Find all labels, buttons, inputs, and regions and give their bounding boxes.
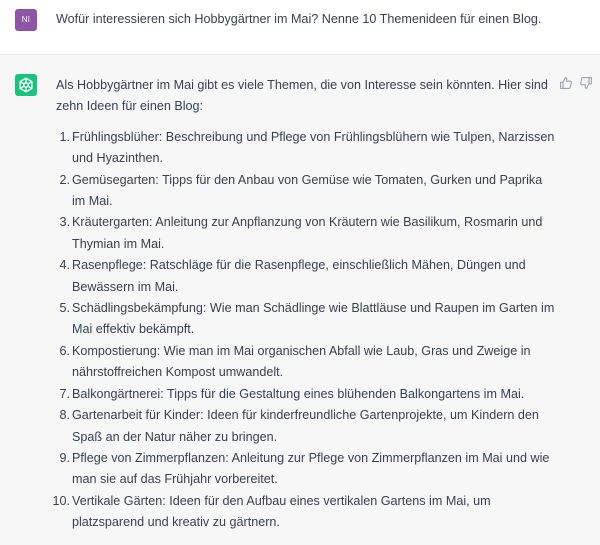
list-item-number: 1. [59, 129, 70, 144]
list-item-number: 6. [59, 343, 70, 358]
assistant-intro-text: Als Hobbygärtner im Mai gibt es viele Themen, die von Interesse sein könnten. Hier sind zehn Ideen für einen Blog: [56, 78, 548, 114]
list-item-number: 8. [59, 408, 70, 423]
list-item [56, 170, 556, 213]
list-item-text: Gemüsegarten: Tipps für den Anbau von Gemüse wie Tomaten, Gurken und Paprika im Mai. [72, 172, 543, 209]
user-avatar: NI [15, 9, 37, 31]
list-item-text: Pflege von Zimmerpflanzen: Anleitung zur Pflege von Zimmerpflanzen im Mai und wie man sie auf das Frühjahr vorbereitet. [72, 450, 550, 487]
thumbs-up-icon[interactable] [559, 76, 573, 90]
user-message-text: Wofür interessieren sich Hobbygärtner im Mai? Nenne 10 Themenideen für einen Blog. [56, 12, 542, 26]
list-item-number: 5. [59, 301, 70, 316]
assistant-message-row [0, 55, 600, 545]
list-item-text: Frühlingsblüher: Beschreibung und Pflege von Frühlingsblühern wie Tulpen, Narzissen und Hyazinthen. [72, 129, 555, 166]
openai-logo-icon [15, 74, 37, 96]
list-item-text: Kompostierung: Wie man im Mai organischen Abfall wie Laub, Gras und Zweige in nährstoffreichen Kompost umwandelt. [72, 343, 531, 380]
list-item-text: Balkongärtnerei: Tipps für die Gestaltung eines blühenden Balkongartens im Mai. [72, 386, 525, 401]
thumbs-down-icon[interactable] [579, 76, 593, 90]
list-item-number: 2. [59, 172, 70, 187]
list-item [56, 341, 556, 384]
list-item [52, 491, 556, 534]
list-item-number: 9. [59, 450, 70, 465]
list-item [56, 448, 556, 491]
list-item-number: 10. [52, 493, 70, 508]
list-item [56, 405, 556, 448]
list-item-text: Vertikale Gärten: Ideen für den Aufbau eines vertikalen Gartens im Mai, um platzsparend und kreativ zu gärtnern. [72, 493, 491, 530]
idea-list [52, 127, 556, 534]
list-item-number: 7. [59, 386, 70, 401]
list-item-number: 3. [59, 215, 70, 230]
user-message-row [0, 0, 600, 55]
list-item-number: 4. [59, 258, 70, 273]
list-item-text: Rasenpflege: Ratschläge für die Rasenpflege, einschließlich Mähen, Düngen und Bewässern im Mai. [72, 258, 526, 294]
list-item [56, 127, 556, 170]
list-item-text: Gartenarbeit für Kinder: Ideen für kinderfreundliche Gartenprojekte, um Kindern den Spaß an der Natur näher zu bringen. [72, 408, 539, 444]
assistant-message-content [52, 75, 556, 534]
list-item [56, 298, 556, 341]
list-item [56, 212, 556, 255]
list-item-text: Schädlingsbekämpfung: Wie man Schädlinge wie Blattläuse und Raupen im Garten im Mai effektiv bekämpft. [72, 301, 555, 337]
list-item-text: Kräutergarten: Anleitung zur Anpflanzung von Kräutern wie Basilikum, Rosmarin und Thymian im Mai. [72, 215, 543, 251]
list-item [56, 384, 556, 405]
list-item [56, 255, 556, 298]
